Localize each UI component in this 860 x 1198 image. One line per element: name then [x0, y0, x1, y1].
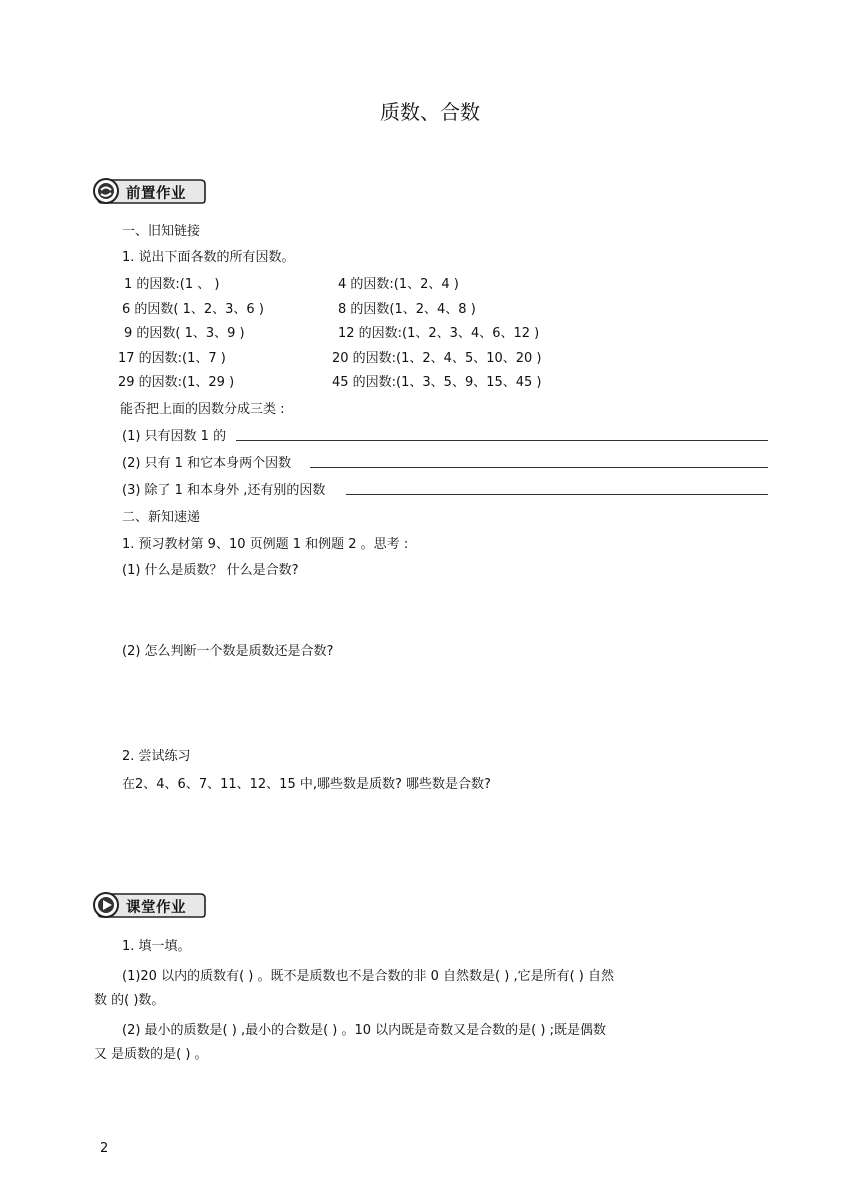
answer-line-1[interactable]	[236, 424, 768, 441]
part2-heading: 二、新知速递	[122, 510, 201, 525]
factor-row-right: 4 的因数:(1、2、4 )	[338, 277, 459, 292]
class-item-3: (3) 除了 1 和本身外 ,还有别的因数	[122, 483, 326, 498]
page-title: 质数、合数	[380, 100, 480, 124]
part1-heading: 一、旧知链接	[122, 224, 201, 239]
q1-prompt: 1. 说出下面各数的所有因数。	[122, 250, 295, 265]
banner-class-homework	[92, 890, 212, 920]
factor-row-right: 12 的因数:(1、2、3、4、6、12 )	[338, 326, 540, 341]
fill-question-2-line-1: (2) 最小的质数是( ) ,最小的合数是( ) 。10 以内既是奇数又是合数的是( ) ;既是偶数	[122, 1023, 606, 1038]
factor-row-left: 1 的因数:(1 、 )	[124, 277, 220, 292]
factor-row-right: 8 的因数(1、2、4、8 )	[338, 302, 476, 317]
try-heading: 2. 尝试练习	[122, 749, 191, 764]
classify-prompt: 能否把上面的因数分成三类 :	[120, 402, 285, 417]
fill-heading: 1. 填一填。	[122, 939, 191, 954]
factor-row-left: 9 的因数( 1、3、9 )	[124, 326, 245, 341]
fill-question-1-line-1: (1)20 以内的质数有( ) 。既不是质数也不是合数的非 0 自然数是( ) ,它是所有( ) 自然	[122, 969, 614, 984]
answer-line-3[interactable]	[346, 478, 768, 495]
fill-question-1-line-2: 数 的( )数。	[94, 993, 165, 1008]
fill-question-2-line-2: 又 是质数的是( ) 。	[94, 1047, 208, 1062]
page-number: 2	[100, 1141, 109, 1156]
banner-class-label: 课堂作业	[126, 900, 186, 916]
factor-row-right: 20 的因数:(1、2、4、5、10、20 )	[332, 351, 542, 366]
factor-row-left: 29 的因数:(1、29 )	[118, 375, 235, 390]
factor-row-left: 6 的因数( 1、2、3、6 )	[122, 302, 264, 317]
class-item-2: (2) 只有 1 和它本身两个因数	[122, 456, 292, 471]
think-question-2: (2) 怎么判断一个数是质数还是合数?	[122, 644, 334, 659]
try-question: 在2、4、6、7、11、12、15 中,哪些数是质数? 哪些数是合数?	[122, 777, 491, 792]
factor-row-left: 17 的因数:(1、7 )	[118, 351, 226, 366]
factor-row-right: 45 的因数:(1、3、5、9、15、45 )	[332, 375, 542, 390]
think-question-1: (1) 什么是质数？ 什么是合数?	[122, 563, 299, 578]
preview-prompt: 1. 预习教材第 9、10 页例题 1 和例题 2 。思考 :	[122, 537, 409, 552]
answer-line-2[interactable]	[310, 451, 768, 468]
banner-pre-label: 前置作业	[126, 186, 186, 202]
class-item-1: (1) 只有因数 1 的	[122, 429, 227, 444]
banner-pre-homework	[92, 176, 212, 206]
